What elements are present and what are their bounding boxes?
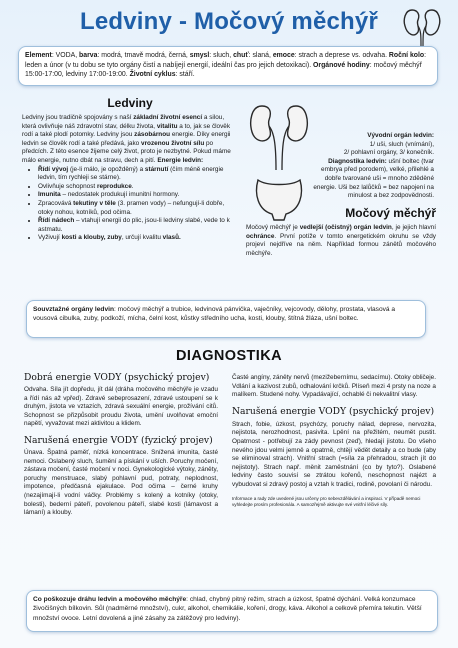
diagnostika-ledvin: Diagnostika ledvin: ušní boltec (tvar embrya před porodem), velké, přilehlé a dobře tvarované uši = mnoho zděděné energie. Uši bez lalůčků = bez napojení na minulost a bez zodpovědnosti. [313, 157, 434, 200]
diagnostika-left [24, 372, 218, 518]
ledviny-energy-list [22, 166, 238, 243]
souvztazne-box: Souvztažné orgány ledvin: močový měchýř a trubice, ledvinová pánvička, vaječníky, vejcovody, dělohy, prostata, vlasová a vousová cibulka, zuby, podkoží, mícha, čelní kost, kůstky středního ucha, kosti, klouby, štítná žláza, ušní boltec. [26, 300, 426, 338]
narusena-psych-heading: Narušená energie VODY (psychický projev) [232, 405, 435, 417]
mechyr-heading: Močový měchýř [345, 206, 436, 220]
list-item: • Ovlivňuje schopnost reprodukce. [38, 183, 238, 192]
list-item: • Zpracovává tekutiny v těle (3. pramen vody) – nefungují-li dobře, otoky nohou, kotníků, pod očima. [38, 200, 238, 217]
footer-box: Co poškozuje dráhu ledvin a močového měchýře: chlad, chybný pitný režim, strach a úzkost, špatné dýchání. Velká konzumace živočišných bílkovin. Sůl (nadměrné množství), cukr, alkohol, chemikálie, koření, drogy, káva. Alkohol a celkově přemíra tekutin. Větší množství ovoce. Letní dovolená a jiné zásahy za zátěžový pro ledviny). [26, 590, 438, 632]
mechyr-paragraph: Močový měchýř je vedlejší (očistný) orgán ledvin, je jejich hlavní ochránce. První potíže v tomto energetickém okruhu se vždy projeví nejdříve na něm. Například formou zánětů močového měchýře. [246, 224, 436, 257]
diagnostika-heading: DIAGNOSTIKA [176, 348, 282, 364]
page-title: Ledviny - Močový měchýř [79, 8, 379, 35]
ledviny-paragraph: Ledviny jsou tradičně spojovány s naší základní životní esencí a silou, která ovlivňuje náš zdravotní stav, délku života, vitalitu a to, jak se člověk rodí a také plodí potomky. Ledviny jsou zásobárnou energie. Díky energii ledvin se člověk rodí a také předává, jako vrozenou životní sílu po předcích. Z této esence žijeme celý život, proto je nezbytné. Pokud máme málo energie, nutno dbát na stravu, dech a pití. Energie ledvin: [22, 114, 231, 164]
ledviny-heading: Ledviny [107, 96, 153, 110]
ledviny-section [22, 96, 238, 243]
vyvodni-line: 2/ pohlavní orgány, 3/ konečník. [343, 149, 434, 157]
kidneys-illustration [248, 100, 310, 172]
vyvodni-heading: Vývodní orgán ledvin: [367, 132, 434, 139]
narusena-fyz-text: Únava. Špatná paměť, nízká koncentrace. Snížená imunita, časté nemoci. Oslabený sluch, šumění a pískání v uších. Poruchy močení, zástava močení, časté močení v noci. Gynekologické výtoky, záněty, poruchy menstruace, slabý pohlavní pud, potraty, neplodnost, impotence, předčasná ejakulace. Pod očima – černé kruhy (nezajímají-li vodní váčky. Problémy s kolený a kotníky (otoky, bolesti), bederní páteří, povolenou páteří, slabé kosti (lámavost a lámaní) a klouby. [24, 448, 218, 517]
list-item: • Řídí nádech – vtahují energii do plic, jsou-li ledviny slabé, vede to k astmatu. [38, 217, 238, 234]
element-info-box: Element: VODA, barva: modrá, tmavě modrá, černá, smysl: sluch, chuť: slaná, emoce: strach a deprese vs. odvaha. Roční kolo: leden a únor (v tu dobu se tyto orgány čistí a nabíjejí energií, ideální čas pro jejich detoxikaci). Orgánové hodiny: močový měchýř 15:00-17:00, ledviny 17:00-19:00. Životní cyklus: stáří. [18, 46, 438, 86]
list-item: • Imunita – nedostatek produkují imunitní hormony. [38, 191, 238, 200]
dobra-psych-heading: Dobrá energie VODY (psychický projev) [24, 372, 210, 383]
dobra-psych-text: Odvaha. Síla jít dopředu, jít dál (dráha močového měchýře je vzadu a řídí nás až vpřed). Zdravé sebeprosazení, zdravé ustoupení se k druhým, jistota ve vztazích, zdravá sexuální energie, prožívání citů. Schopnost se přizpůsobit proudu života, umění uvolňovat emoční napětí, vyvažovat mezi aktivitou a klidem. [24, 386, 218, 428]
disclaimer: Informace a rady zde uvedené jsou určeny pro sebevzdělávání a inspiraci. V případě nemoci vyhledejte prosím profesionála. A samozřejmě aktivujte své vnitřní léčivé síly. [232, 495, 421, 507]
diagnostika-right [232, 374, 436, 508]
vyvodni-section [312, 132, 434, 201]
mechyr-section [246, 206, 436, 258]
list-item: • Řídí vývoj (je-li málo, je opožděný) a stárnutí (čím méně energie ledvin, tím rychleji se stárne). [38, 166, 238, 183]
right-top-text: Časté angíny, záněty nervů (mezižebernímu, sedacímu). Otoky obličeje. Vdlání a kazivost zubů, odhalování krčků. Plíseň mezi 4 prsty na noze a malíkem. Studené nohy. Vypadávající, ochablé či nekvalitní vlasy. [232, 374, 436, 399]
kidney-icon [402, 6, 442, 48]
narusena-fyz-heading: Narušená energie VODY (fyzický projev) [24, 434, 213, 446]
list-item: • Vyživují kosti a klouby, zuby, určují kvalitu vlasů. [38, 234, 238, 243]
vyvodni-line: 1/ uši, sluch (vnímání), [369, 140, 434, 148]
narusena-psych-text: Strach, fobie, úzkost, psychózy, poruchy nálad, deprese, nervozita, nejistota, nerozhodnost, pasivita. Lpění na přežitém, neumět pustit. Opatrnost - potřebují za zády pevnost (zeď), hledají jistotu. Do všeho nevého jdou velmi jemně a opatrně, chtějí vědět detaily a co bude (aby se eliminoval strach). Vnitřní strach (=síla za přehradou, strach jít do nejistoty). Strach např. měnit zaměstnání (co by tyto?). Oslabené ledviny často souvisí se ztrátou kořenů, neschopnost najézt a vybudovat si zdravý postoj a vztah k tradici, rodině, povolaní či národu. [232, 420, 436, 488]
